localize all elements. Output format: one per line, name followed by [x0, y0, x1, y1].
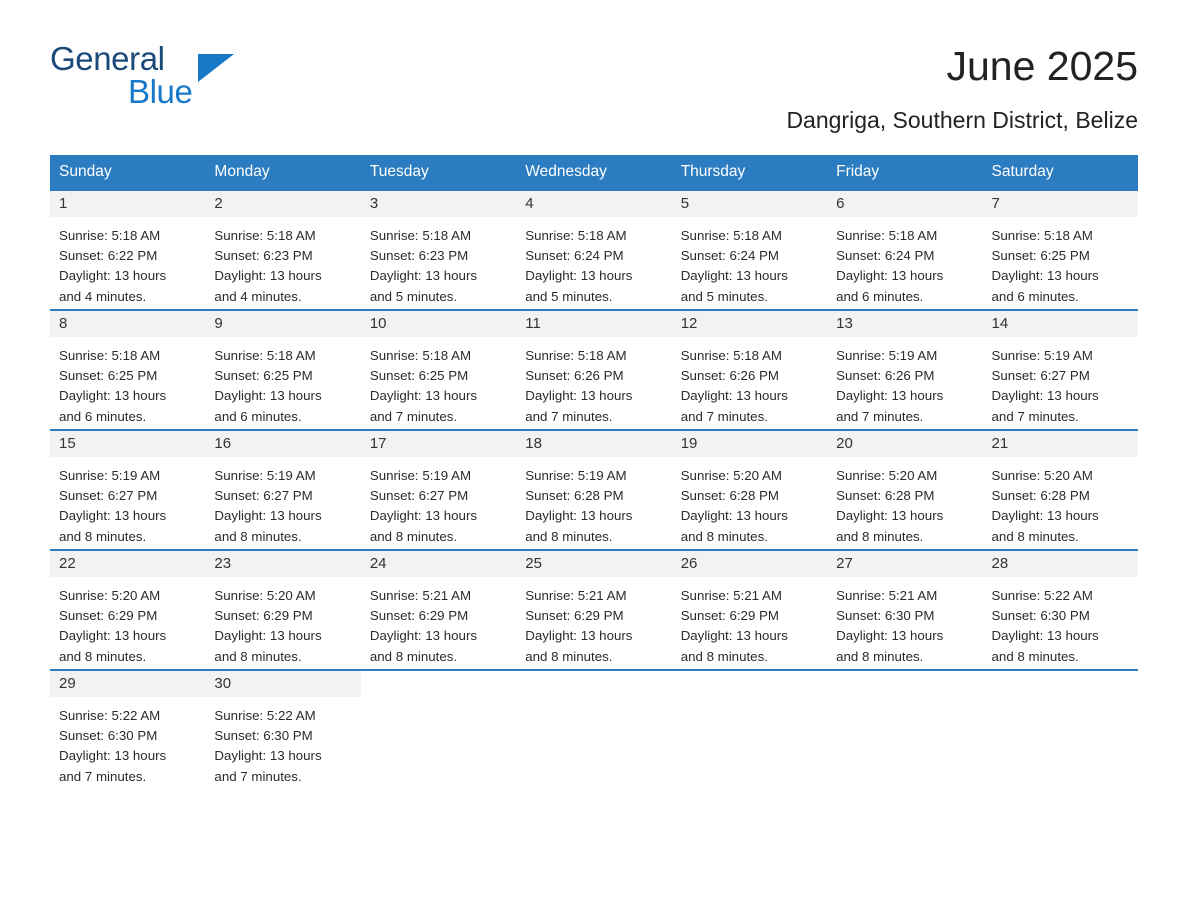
day-detail-line: Daylight: 13 hours [991, 388, 1099, 404]
day-detail-line: Sunrise: 5:19 AM [59, 468, 161, 483]
calendar-day-cell [361, 190, 516, 310]
calendar-day-cell [50, 310, 205, 430]
calendar-week-row [50, 310, 1138, 430]
calendar-day-cell [827, 310, 982, 430]
calendar-day-cell [361, 310, 516, 430]
day-details [672, 337, 827, 427]
day-detail-line: Daylight: 13 hours [59, 268, 167, 284]
day-details [50, 217, 205, 307]
calendar-day-cell [516, 550, 671, 670]
calendar-day-cell [516, 190, 671, 310]
day-detail-line: Sunrise: 5:18 AM [991, 228, 1093, 243]
day-details [361, 577, 516, 667]
day-detail-line: Daylight: 13 hours [59, 388, 167, 404]
day-detail-line: Daylight: 13 hours [214, 628, 322, 644]
day-detail-line: and 7 minutes. [59, 768, 147, 784]
day-details [827, 577, 982, 667]
day-detail-line: Sunrise: 5:22 AM [59, 708, 161, 723]
day-detail-line: Sunrise: 5:20 AM [991, 468, 1093, 483]
day-detail-line: and 8 minutes. [214, 648, 302, 664]
day-details [205, 457, 360, 547]
calendar-day-cell [50, 670, 205, 789]
calendar-cell-empty [361, 670, 516, 789]
day-detail-line: and 7 minutes. [525, 408, 613, 424]
day-number: 9 [205, 311, 360, 337]
day-number: 20 [827, 431, 982, 457]
calendar-day-cell [50, 190, 205, 310]
day-number: 26 [672, 551, 827, 577]
day-detail-line: Sunset: 6:22 PM [59, 248, 158, 264]
day-detail-line: and 8 minutes. [369, 648, 458, 664]
day-number: 28 [983, 551, 1138, 577]
day-detail-line: Sunset: 6:30 PM [836, 608, 935, 624]
day-detail-line: Sunset: 6:29 PM [525, 608, 624, 624]
calendar-day-cell [50, 550, 205, 670]
day-detail-line: Daylight: 13 hours [836, 268, 944, 284]
day-details [983, 457, 1138, 547]
day-number [983, 671, 1138, 682]
day-detail-line: and 7 minutes. [836, 408, 924, 424]
calendar-week-row [50, 670, 1138, 789]
day-number: 23 [205, 551, 360, 577]
day-number: 7 [983, 191, 1138, 217]
calendar-day-cell [983, 550, 1138, 670]
day-number: 22 [50, 551, 205, 577]
day-detail-line: and 6 minutes. [214, 408, 302, 424]
day-number [827, 671, 982, 682]
day-detail-line: Sunset: 6:26 PM [680, 368, 779, 384]
day-detail-line: and 8 minutes. [991, 528, 1079, 544]
day-detail-line: Sunrise: 5:20 AM [680, 468, 782, 483]
day-detail-line: Sunset: 6:28 PM [680, 488, 779, 504]
calendar-day-cell [205, 550, 360, 670]
day-detail-line: and 6 minutes. [991, 288, 1079, 304]
day-detail-line: Sunrise: 5:21 AM [836, 588, 938, 603]
day-detail-line: Sunset: 6:25 PM [214, 368, 313, 384]
day-number: 2 [205, 191, 360, 217]
day-detail-line: Sunset: 6:28 PM [836, 488, 935, 504]
day-number: 25 [516, 551, 671, 577]
day-number: 16 [205, 431, 360, 457]
day-detail-line: Sunset: 6:24 PM [680, 248, 779, 264]
logo-text-blue: Blue [128, 73, 193, 110]
day-detail-line: Sunset: 6:27 PM [369, 488, 469, 504]
day-detail-line: and 8 minutes. [525, 648, 613, 664]
day-detail-line: and 7 minutes. [680, 408, 768, 424]
weekday-header-monday: Monday [205, 155, 360, 190]
calendar-day-cell [983, 430, 1138, 550]
day-detail-line: Sunrise: 5:19 AM [991, 348, 1093, 363]
calendar-day-cell [205, 670, 360, 789]
weekday-header-row [50, 155, 1138, 190]
day-detail-line: Sunset: 6:23 PM [214, 248, 313, 264]
day-detail-line: Daylight: 13 hours [525, 508, 633, 524]
day-details [205, 577, 360, 667]
calendar-day-cell [361, 550, 516, 670]
sunrise-sunset-calendar [50, 155, 1138, 789]
day-details [361, 217, 516, 307]
day-detail-line: Daylight: 13 hours [836, 628, 944, 644]
day-detail-line: Daylight: 13 hours [369, 388, 478, 404]
day-detail-line: Daylight: 13 hours [680, 388, 788, 404]
weekday-header-saturday: Saturday [983, 155, 1138, 190]
calendar-day-cell [827, 550, 982, 670]
weekday-header-friday: Friday [827, 155, 982, 190]
day-details [205, 697, 360, 787]
calendar-day-cell [516, 430, 671, 550]
calendar-day-cell [672, 190, 827, 310]
day-number: 29 [50, 671, 205, 697]
day-detail-line: Sunrise: 5:19 AM [525, 468, 627, 483]
calendar-week-row [50, 430, 1138, 550]
day-detail-line: Sunset: 6:24 PM [525, 248, 624, 264]
day-detail-line: Daylight: 13 hours [369, 628, 478, 644]
day-detail-line: Sunrise: 5:21 AM [680, 588, 782, 603]
day-detail-line: Sunrise: 5:19 AM [836, 348, 938, 363]
day-detail-line: Daylight: 13 hours [59, 748, 167, 764]
day-detail-line: Sunrise: 5:18 AM [525, 228, 627, 243]
day-detail-line: and 8 minutes. [525, 528, 613, 544]
day-detail-line: and 8 minutes. [214, 528, 302, 544]
day-detail-line: and 8 minutes. [680, 648, 768, 664]
day-detail-line: Daylight: 13 hours [991, 268, 1099, 284]
day-detail-line: Sunrise: 5:20 AM [59, 588, 161, 603]
day-detail-line: Sunrise: 5:18 AM [59, 228, 161, 243]
day-detail-line: Daylight: 13 hours [991, 628, 1099, 644]
day-detail-line: Sunrise: 5:18 AM [836, 228, 938, 243]
calendar-day-cell [672, 550, 827, 670]
day-number: 21 [983, 431, 1138, 457]
day-details [50, 577, 205, 667]
day-details [983, 337, 1138, 427]
day-detail-line: Sunset: 6:24 PM [836, 248, 935, 264]
day-detail-line: Sunrise: 5:22 AM [991, 588, 1093, 603]
day-detail-line: Sunrise: 5:20 AM [836, 468, 938, 483]
day-details [516, 217, 671, 307]
calendar-day-cell [205, 430, 360, 550]
calendar-day-cell [672, 310, 827, 430]
day-detail-line: Daylight: 13 hours [214, 508, 322, 524]
day-number: 24 [361, 551, 516, 577]
day-details [205, 217, 360, 307]
day-detail-line: Sunset: 6:30 PM [991, 608, 1090, 624]
day-detail-line: and 7 minutes. [369, 408, 458, 424]
day-number: 1 [50, 191, 205, 217]
day-detail-line: Daylight: 13 hours [214, 388, 322, 404]
day-details [516, 457, 671, 547]
day-detail-line: Sunset: 6:28 PM [991, 488, 1090, 504]
day-details [983, 217, 1138, 307]
day-detail-line: and 4 minutes. [59, 288, 147, 304]
day-detail-line: and 5 minutes. [525, 288, 613, 304]
calendar-cell-empty [516, 670, 671, 789]
day-detail-line: Sunset: 6:25 PM [59, 368, 158, 384]
day-detail-line: and 6 minutes. [836, 288, 924, 304]
day-detail-line: Sunrise: 5:22 AM [214, 708, 316, 723]
day-number: 18 [516, 431, 671, 457]
day-detail-line: Sunrise: 5:18 AM [525, 348, 627, 363]
day-detail-line: Sunset: 6:28 PM [525, 488, 624, 504]
day-detail-line: Sunrise: 5:21 AM [369, 588, 472, 603]
day-detail-line: Sunrise: 5:19 AM [369, 468, 472, 483]
calendar-cell-empty [672, 670, 827, 789]
day-detail-line: Daylight: 13 hours [59, 628, 167, 644]
day-detail-line: and 6 minutes. [59, 408, 147, 424]
day-number: 27 [827, 551, 982, 577]
location-subtitle: Dangriga, Southern District, Belize [786, 107, 1138, 134]
day-detail-line: Daylight: 13 hours [680, 268, 788, 284]
weekday-header-wednesday: Wednesday [516, 155, 671, 190]
weekday-header-thursday: Thursday [672, 155, 827, 190]
day-details [361, 337, 516, 427]
day-detail-line: Sunset: 6:25 PM [991, 248, 1090, 264]
weekday-header-tuesday: Tuesday [361, 155, 516, 190]
logo-triangle-icon [198, 54, 234, 82]
day-detail-line: Sunset: 6:23 PM [369, 248, 469, 264]
day-detail-line: Sunset: 6:25 PM [369, 368, 469, 384]
calendar-day-cell [205, 190, 360, 310]
day-details [50, 337, 205, 427]
day-number: 13 [827, 311, 982, 337]
day-detail-line: Daylight: 13 hours [214, 748, 322, 764]
day-number: 10 [361, 311, 516, 337]
day-detail-line: Sunset: 6:29 PM [214, 608, 313, 624]
day-details [50, 457, 205, 547]
calendar-day-cell [983, 190, 1138, 310]
day-detail-line: Daylight: 13 hours [836, 388, 944, 404]
calendar-day-cell [672, 430, 827, 550]
day-detail-line: Sunset: 6:30 PM [59, 728, 158, 744]
calendar-week-row [50, 550, 1138, 670]
day-detail-line: Sunset: 6:29 PM [59, 608, 158, 624]
calendar-body [50, 190, 1138, 789]
day-detail-line: Daylight: 13 hours [214, 268, 322, 284]
general-blue-logo [50, 42, 250, 114]
weekday-header-sunday: Sunday [50, 155, 205, 190]
day-number: 14 [983, 311, 1138, 337]
calendar-cell-empty [827, 670, 982, 789]
day-number: 3 [361, 191, 516, 217]
day-detail-line: Sunset: 6:27 PM [214, 488, 313, 504]
day-details [516, 577, 671, 667]
day-detail-line: Daylight: 13 hours [680, 628, 788, 644]
day-detail-line: Sunset: 6:30 PM [214, 728, 313, 744]
day-detail-line: Sunset: 6:27 PM [991, 368, 1090, 384]
day-detail-line: and 8 minutes. [369, 528, 458, 544]
calendar-cell-empty [983, 670, 1138, 789]
day-details [672, 217, 827, 307]
logo-text-general: General [50, 40, 165, 77]
day-number: 12 [672, 311, 827, 337]
day-detail-line: Sunrise: 5:19 AM [214, 468, 316, 483]
title-block [786, 42, 1138, 134]
day-detail-line: and 4 minutes. [214, 288, 302, 304]
day-detail-line: Daylight: 13 hours [525, 268, 633, 284]
day-number: 15 [50, 431, 205, 457]
day-detail-line: Sunset: 6:27 PM [59, 488, 158, 504]
day-details [361, 457, 516, 547]
day-details [50, 697, 205, 787]
day-number [516, 671, 671, 682]
day-number [361, 671, 516, 682]
day-detail-line: Sunset: 6:29 PM [680, 608, 779, 624]
day-detail-line: Sunset: 6:29 PM [369, 608, 469, 624]
day-detail-line: Sunset: 6:26 PM [836, 368, 935, 384]
day-number: 6 [827, 191, 982, 217]
calendar-day-cell [983, 310, 1138, 430]
day-detail-line: and 8 minutes. [836, 528, 924, 544]
day-details [827, 337, 982, 427]
day-details [827, 217, 982, 307]
calendar-day-cell [827, 190, 982, 310]
day-detail-line: and 8 minutes. [836, 648, 924, 664]
day-detail-line: and 5 minutes. [680, 288, 768, 304]
day-detail-line: Daylight: 13 hours [369, 268, 478, 284]
day-detail-line: Sunrise: 5:21 AM [525, 588, 627, 603]
page-header [50, 42, 1138, 134]
calendar-day-cell [50, 430, 205, 550]
day-detail-line: Daylight: 13 hours [525, 628, 633, 644]
day-detail-line: and 7 minutes. [214, 768, 302, 784]
day-number: 11 [516, 311, 671, 337]
calendar-day-cell [516, 310, 671, 430]
day-detail-line: Sunrise: 5:18 AM [214, 348, 316, 363]
day-detail-line: Sunrise: 5:18 AM [680, 348, 782, 363]
day-number: 17 [361, 431, 516, 457]
day-number: 30 [205, 671, 360, 697]
day-details [516, 337, 671, 427]
day-detail-line: Sunrise: 5:18 AM [680, 228, 782, 243]
day-detail-line: Daylight: 13 hours [991, 508, 1099, 524]
day-details [672, 577, 827, 667]
day-detail-line: Daylight: 13 hours [525, 388, 633, 404]
day-detail-line: and 8 minutes. [680, 528, 768, 544]
day-details [672, 457, 827, 547]
day-detail-line: and 8 minutes. [59, 528, 147, 544]
page-title: June 2025 [946, 43, 1138, 89]
day-number: 4 [516, 191, 671, 217]
day-details [827, 457, 982, 547]
day-detail-line: Daylight: 13 hours [369, 508, 478, 524]
day-number [672, 671, 827, 682]
day-number: 8 [50, 311, 205, 337]
day-details [205, 337, 360, 427]
day-detail-line: and 8 minutes. [59, 648, 147, 664]
day-detail-line: Sunrise: 5:20 AM [214, 588, 316, 603]
day-detail-line: Daylight: 13 hours [59, 508, 167, 524]
day-detail-line: and 5 minutes. [369, 288, 458, 304]
day-details [983, 577, 1138, 667]
day-detail-line: Sunrise: 5:18 AM [59, 348, 161, 363]
day-detail-line: and 7 minutes. [991, 408, 1079, 424]
calendar-day-cell [361, 430, 516, 550]
day-number: 5 [672, 191, 827, 217]
day-detail-line: Daylight: 13 hours [836, 508, 944, 524]
day-number: 19 [672, 431, 827, 457]
day-detail-line: Sunrise: 5:18 AM [369, 228, 472, 243]
day-detail-line: Sunrise: 5:18 AM [214, 228, 316, 243]
day-detail-line: and 8 minutes. [991, 648, 1079, 664]
day-detail-line: Sunset: 6:26 PM [525, 368, 624, 384]
day-detail-line: Daylight: 13 hours [680, 508, 788, 524]
calendar-day-cell [205, 310, 360, 430]
day-detail-line: Sunrise: 5:18 AM [369, 348, 472, 363]
calendar-week-row [50, 190, 1138, 310]
calendar-day-cell [827, 430, 982, 550]
